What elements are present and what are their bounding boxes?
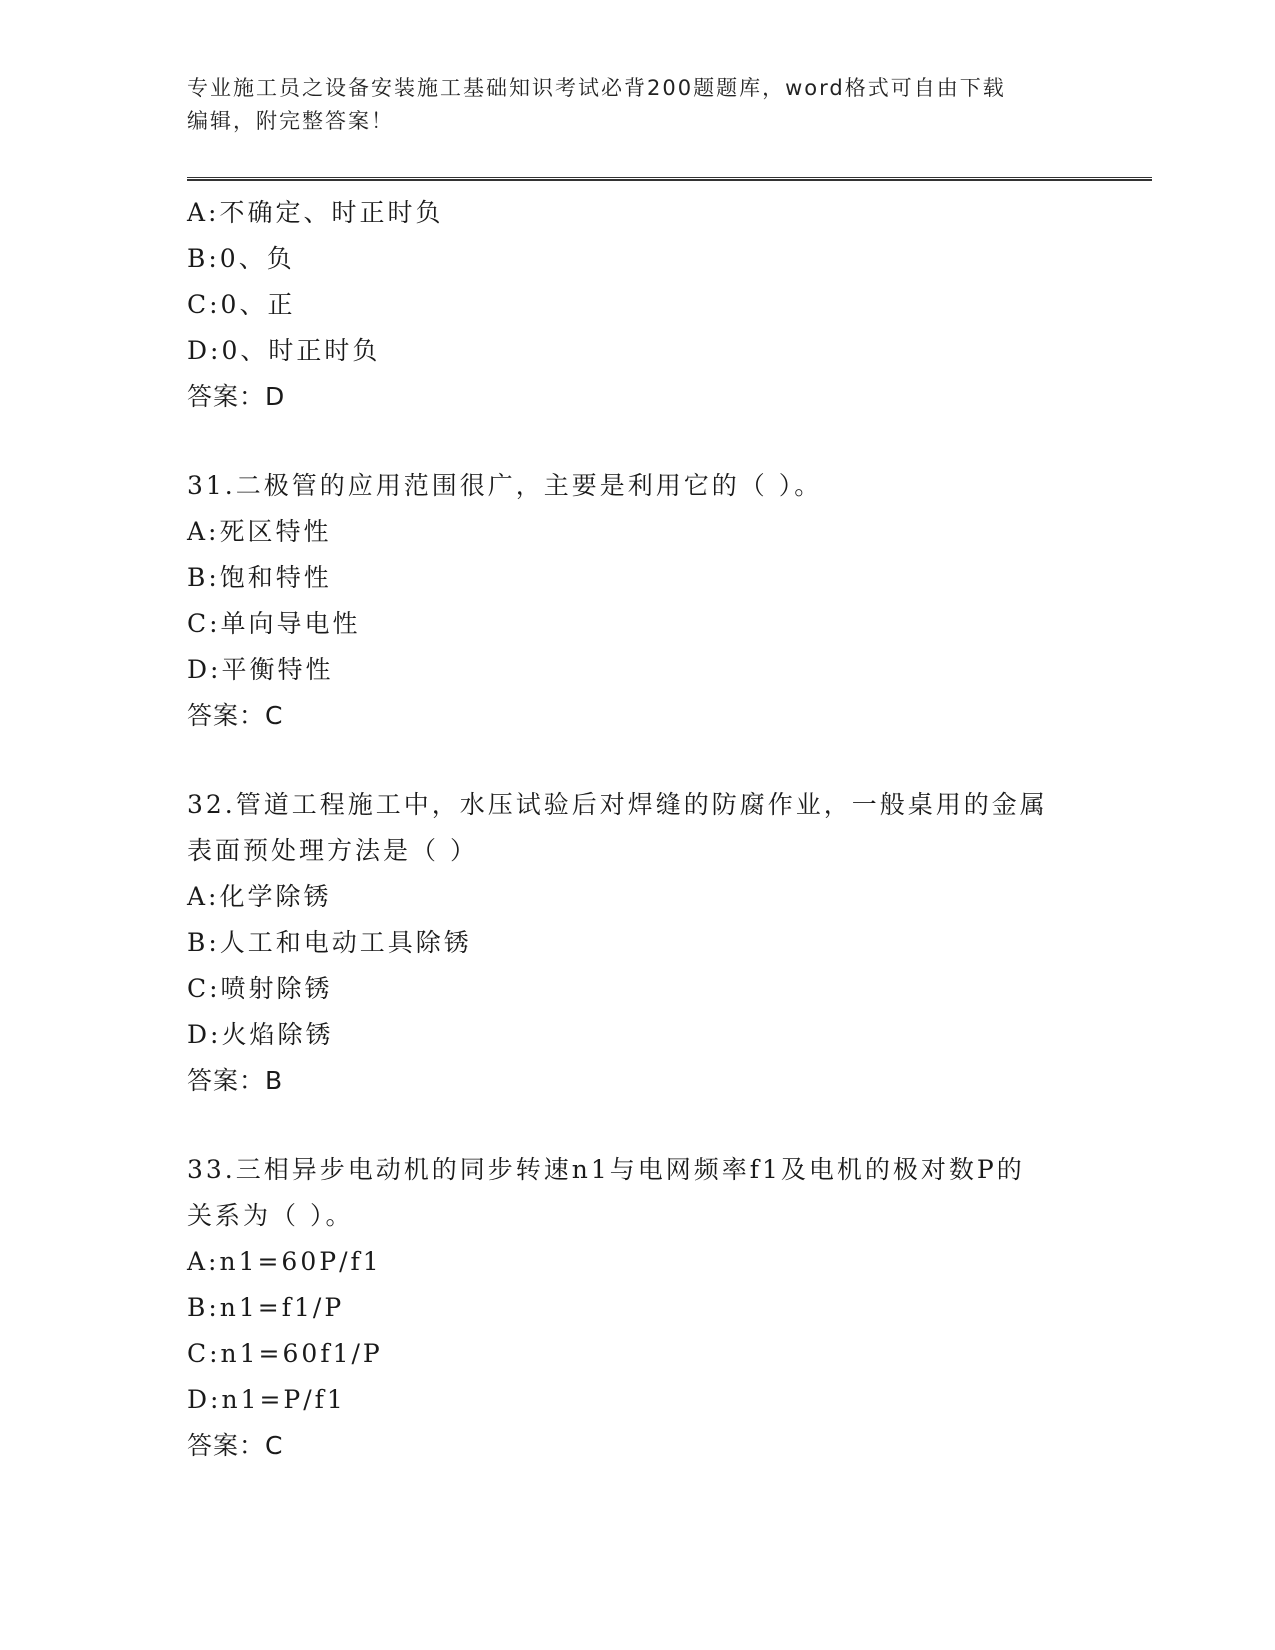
option-c: C:n1=60f1/P bbox=[187, 1339, 383, 1368]
question-31 bbox=[187, 463, 1117, 739]
answer-line: 答案：D bbox=[187, 382, 286, 411]
option-c: C:单向导电性 bbox=[187, 609, 361, 638]
option-c: C:0、正 bbox=[187, 290, 296, 319]
option-c: C:喷射除锈 bbox=[187, 974, 333, 1003]
option-a: A:死区特性 bbox=[187, 517, 332, 546]
option-d: D:平衡特性 bbox=[187, 655, 334, 684]
question-32 bbox=[187, 782, 1117, 1104]
question-text: 32.管道工程施工中，水压试验后对焊缝的防腐作业，一般桌用的金属 bbox=[187, 790, 1048, 819]
header-line-1: 专业施工员之设备安装施工基础知识考试必背200题题库，word格式可自由下载 bbox=[187, 76, 1006, 100]
question-text: 33.三相异步电动机的同步转速n1与电网频率f1及电机的极对数P的 bbox=[187, 1155, 1025, 1184]
question-text: 31.二极管的应用范围很广，主要是利用它的（ ）。 bbox=[187, 471, 823, 500]
answer-line: 答案：C bbox=[187, 701, 284, 730]
question-text-continued: 关系为（ ）。 bbox=[187, 1201, 354, 1230]
header-line-2: 编辑，附完整答案！ bbox=[187, 109, 394, 133]
question-list bbox=[187, 190, 1117, 1469]
option-d: D:0、时正时负 bbox=[187, 336, 381, 365]
option-b: B:人工和电动工具除锈 bbox=[187, 928, 472, 957]
option-b: B:n1=f1/P bbox=[187, 1293, 345, 1322]
option-b: B:饱和特性 bbox=[187, 563, 332, 592]
option-d: D:n1=P/f1 bbox=[187, 1385, 346, 1414]
answer-line: 答案：C bbox=[187, 1431, 284, 1460]
question-text-continued: 表面预处理方法是（ ） bbox=[187, 836, 478, 865]
option-b: B:0、负 bbox=[187, 244, 295, 273]
option-a: A:n1=60P/f1 bbox=[187, 1247, 382, 1276]
document-header bbox=[187, 72, 1087, 138]
previous-question-tail bbox=[187, 190, 1117, 420]
question-33 bbox=[187, 1147, 1117, 1469]
header-divider bbox=[187, 177, 1152, 181]
answer-line: 答案：B bbox=[187, 1066, 284, 1095]
option-a: A:不确定、时正时负 bbox=[187, 198, 444, 227]
option-a: A:化学除锈 bbox=[187, 882, 332, 911]
option-d: D:火焰除锈 bbox=[187, 1020, 334, 1049]
